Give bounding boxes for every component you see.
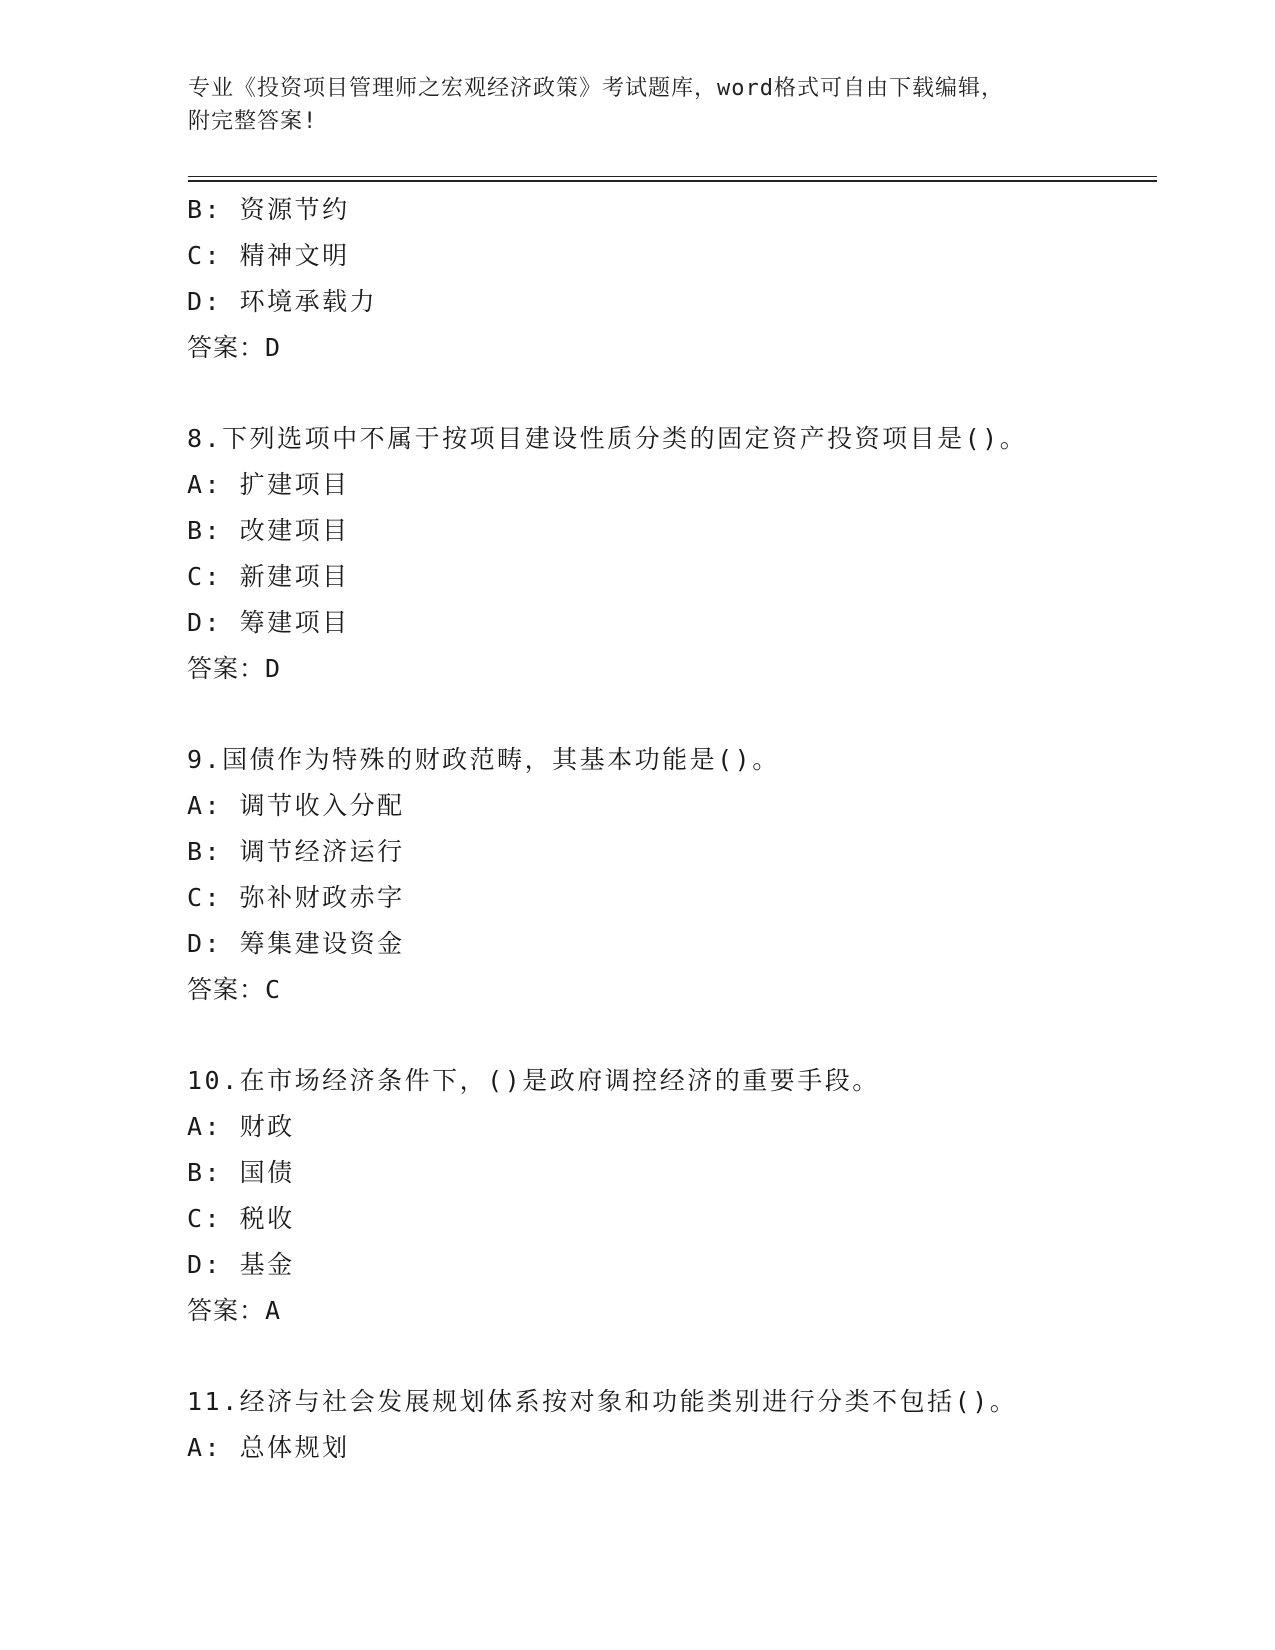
question-stem: 11.经济与社会发展规划体系按对象和功能类别进行分类不包括()。: [187, 1387, 1018, 1416]
option-b: B: 国债: [187, 1158, 295, 1187]
option-d: D: 环境承载力: [187, 287, 378, 316]
answer-line: 答案：A: [187, 1296, 282, 1325]
option-c: C: 弥补财政赤字: [187, 883, 405, 912]
option-b: B: 改建项目: [187, 516, 350, 545]
question-list: [187, 187, 1147, 1471]
header-divider-thick: [188, 180, 1157, 182]
option-d: D: 筹集建设资金: [187, 929, 405, 958]
answer-line: 答案：D: [187, 654, 282, 683]
question-block-11: [187, 1379, 1147, 1471]
question-stem: 8.下列选项中不属于按项目建设性质分类的固定资产投资项目是()。: [187, 424, 1028, 453]
document-header: [188, 72, 1088, 138]
option-c: C: 新建项目: [187, 562, 350, 591]
option-c: C: 精神文明: [187, 241, 350, 270]
option-d: D: 筹建项目: [187, 608, 350, 637]
question-block-9: [187, 737, 1147, 1013]
option-a: A: 财政: [187, 1112, 295, 1141]
option-a: A: 扩建项目: [187, 470, 350, 499]
option-d: D: 基金: [187, 1250, 295, 1279]
option-a: A: 调节收入分配: [187, 791, 405, 820]
header-divider-thin: [188, 176, 1157, 177]
option-c: C: 税收: [187, 1204, 295, 1233]
question-block-10: [187, 1058, 1147, 1334]
option-b: B: 资源节约: [187, 195, 350, 224]
header-line-2: 附完整答案!: [188, 109, 318, 134]
question-block-8: [187, 416, 1147, 692]
option-b: B: 调节经济运行: [187, 837, 405, 866]
answer-line: 答案：D: [187, 333, 282, 362]
option-a: A: 总体规划: [187, 1433, 350, 1462]
question-stem: 10.在市场经济条件下，()是政府调控经济的重要手段。: [187, 1066, 880, 1095]
question-stem: 9.国债作为特殊的财政范畴，其基本功能是()。: [187, 745, 780, 774]
question-block-7: [187, 187, 1147, 371]
header-line-1: 专业《投资项目管理师之宏观经济政策》考试题库，word格式可自由下载编辑，: [188, 76, 1004, 101]
answer-line: 答案：C: [187, 975, 282, 1004]
